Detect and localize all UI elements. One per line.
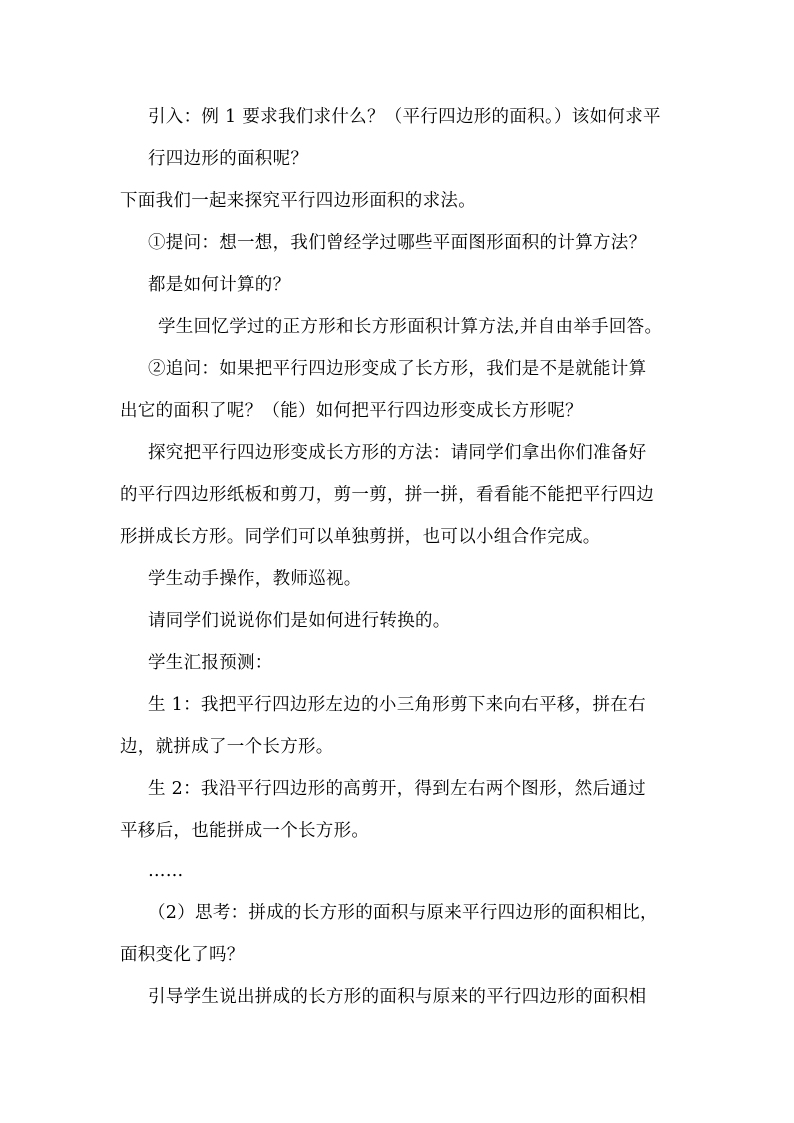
text-line-4: ①提问：想一想，我们曾经学过哪些平面图形面积的计算方法？ (148, 233, 647, 253)
text-line-5: 都是如何计算的？ (148, 275, 291, 295)
text-line-21: 面积变化了吗？ (120, 945, 245, 965)
text-line-18: 平移后，也能拼成一个长方形。 (120, 821, 370, 841)
text-line-8: 出它的面积了呢？（能）如何把平行四边形变成长方形呢？ (120, 401, 583, 421)
text-line-10: 的平行四边形纸板和剪刀，剪一剪，拼一拼，看看能不能把平行四边 (120, 485, 654, 505)
text-line-2: 行四边形的面积呢？ (148, 149, 309, 169)
text-line-12: 学生动手操作，教师巡视。 (148, 569, 362, 589)
text-line-19: …… (148, 861, 184, 881)
text-line-6: 学生回忆学过的正方形和长方形面积计算方法,并自由举手回答。 (158, 317, 663, 337)
text-line-1: 引入：例 1 要求我们求什么？（平行四边形的面积。）该如何求平 (148, 107, 661, 127)
text-line-3: 下面我们一起来探究平行四边形面积的求法。 (120, 191, 476, 211)
text-line-14: 学生汇报预测： (148, 653, 273, 673)
text-line-11: 形拼成长方形。同学们可以单独剪拼，也可以小组合作完成。 (120, 527, 601, 547)
text-line-16: 边，就拼成了一个长方形。 (120, 737, 334, 757)
text-line-20: （2）思考：拼成的长方形的面积与原来平行四边形的面积相比， (148, 903, 658, 923)
text-line-7: ②追问：如果把平行四边形变成了长方形，我们是不是就能计算 (148, 359, 647, 379)
text-line-9: 探究把平行四边形变成长方形的方法：请同学们拿出你们准备好 (148, 443, 647, 463)
text-line-15: 生 1：我把平行四边形左边的小三角形剪下来向右平移，拼在右 (148, 695, 646, 715)
text-line-22: 引导学生说出拼成的长方形的面积与原来的平行四边形的面积相 (148, 987, 647, 1007)
text-line-13: 请同学们说说你们是如何进行转换的。 (148, 611, 451, 631)
text-line-17: 生 2：我沿平行四边形的高剪开，得到左右两个图形，然后通过 (148, 779, 646, 799)
